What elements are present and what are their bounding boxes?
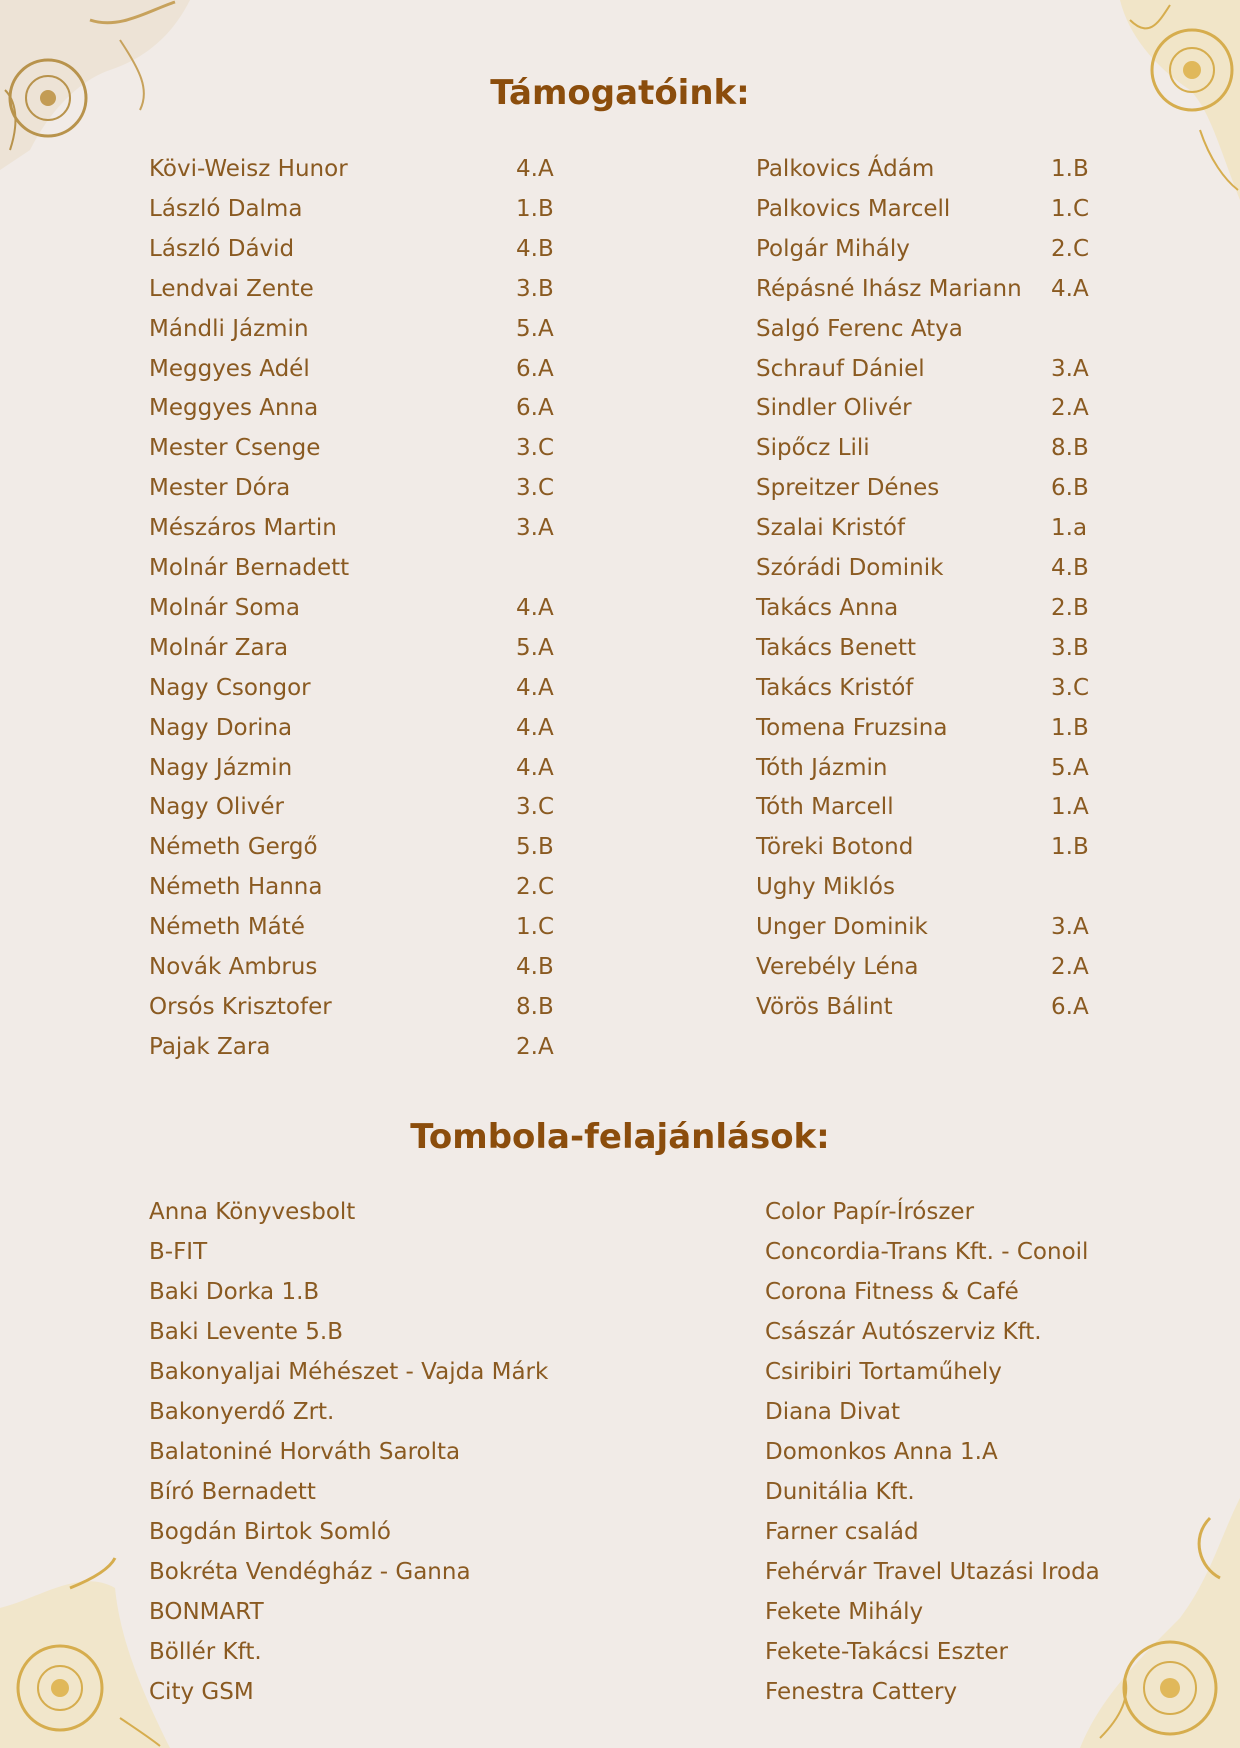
supporter-row: [756, 428, 1146, 468]
supporter-name: Takács Benett: [756, 634, 916, 661]
raffle-item: Böllér Kft.: [149, 1639, 262, 1665]
supporter-name: Palkovics Marcell: [756, 195, 951, 222]
supporter-row: [149, 827, 569, 867]
raffle-item: Bokréta Vendégház - Ganna: [149, 1559, 471, 1585]
supporter-class: 1.C: [1051, 195, 1090, 222]
supporter-name: Orsós Krisztofer: [149, 993, 332, 1020]
supporter-class: 1.B: [1051, 714, 1089, 741]
raffle-item: Farner család: [765, 1519, 919, 1545]
supporter-row: [756, 508, 1146, 548]
supporter-class: 2.A: [516, 1033, 554, 1060]
supporter-class: 3.C: [1051, 674, 1090, 701]
supporter-row: [149, 309, 569, 349]
raffle-item: Fehérvár Travel Utazási Iroda: [765, 1559, 1100, 1585]
supporter-row: [756, 269, 1146, 309]
raffle-item: Diana Divat: [765, 1399, 901, 1425]
supporter-name: Lendvai Zente: [149, 275, 314, 302]
supporter-name: Mészáros Martin: [149, 515, 337, 542]
supporter-class: 4.A: [1051, 275, 1089, 302]
supporter-name: Palkovics Ádám: [756, 156, 935, 182]
supporter-name: Szórádi Dominik: [756, 555, 944, 581]
supporter-row: [756, 468, 1146, 508]
raffle-item: Dunitália Kft.: [765, 1479, 915, 1505]
supporter-class: 1.A: [1051, 794, 1089, 821]
supporter-name: Répásné Ihász Mariann: [756, 275, 1022, 302]
supporter-name: Polgár Mihály: [756, 235, 910, 262]
supporter-class: 2.B: [1051, 594, 1089, 621]
supporter-class: 3.B: [516, 275, 554, 302]
supporter-class: 2.C: [1051, 235, 1090, 262]
supporter-row: [756, 628, 1146, 668]
supporter-name: Németh Gergő: [149, 834, 318, 861]
supporter-class: 1.B: [1051, 834, 1089, 861]
supporters-title: Támogatóink:: [490, 73, 750, 113]
supporter-row: [149, 269, 569, 309]
supporter-name: Nagy Olivér: [149, 794, 284, 821]
supporter-row: [149, 388, 569, 428]
supporter-class: 3.C: [516, 475, 555, 502]
supporter-class: 3.C: [516, 435, 555, 462]
supporter-class: 5.A: [516, 315, 554, 342]
raffle-item: Balatoniné Horváth Sarolta: [149, 1439, 461, 1465]
supporter-class: 5.B: [516, 834, 554, 861]
supporter-class: 1.B: [1051, 156, 1089, 182]
supporter-name: Takács Anna: [756, 594, 899, 621]
lace-flower-ornament-bottom-left: [0, 1548, 170, 1748]
supporter-name: Sipőcz Lili: [756, 435, 870, 462]
supporter-row: [149, 508, 569, 548]
supporter-row: [756, 588, 1146, 628]
supporter-class: 2.A: [1051, 954, 1089, 980]
supporter-class: 4.A: [516, 714, 554, 741]
supporter-class: 4.A: [516, 754, 554, 781]
supporter-name: Novák Ambrus: [149, 954, 318, 980]
supporter-name: Takács Kristóf: [756, 674, 914, 701]
supporter-name: Nagy Jázmin: [149, 754, 293, 781]
supporter-row: [149, 229, 569, 269]
supporter-class: 6.A: [516, 395, 554, 422]
supporter-name: Molnár Bernadett: [149, 555, 350, 581]
supporter-class: 4.A: [516, 594, 554, 621]
supporter-name: Mester Csenge: [149, 435, 321, 462]
supporters-list-left: [149, 149, 569, 1069]
supporter-row: [149, 588, 569, 628]
supporter-row: [756, 668, 1146, 708]
supporter-row: [756, 748, 1146, 788]
raffle-item: Color Papír-Írószer: [765, 1199, 975, 1225]
supporter-row: [756, 987, 1146, 1027]
supporter-class: 8.B: [1051, 435, 1089, 462]
supporter-name: Töreki Botond: [756, 834, 914, 861]
supporter-row: [149, 548, 569, 588]
supporter-class: 1.C: [516, 914, 555, 941]
supporter-row: [149, 189, 569, 229]
raffle-item: City GSM: [149, 1679, 254, 1705]
raffle-item: Baki Dorka 1.B: [149, 1279, 320, 1305]
supporter-row: [756, 827, 1146, 867]
supporter-name: Verebély Léna: [756, 954, 919, 980]
supporter-row: [149, 907, 569, 947]
supporter-name: Salgó Ferenc Atya: [756, 315, 963, 342]
supporter-class: 6.A: [516, 355, 554, 382]
raffle-item: Bíró Bernadett: [149, 1479, 316, 1505]
supporter-name: Schrauf Dániel: [756, 355, 925, 382]
supporter-class: 4.A: [516, 156, 554, 182]
supporter-name: Vörös Bálint: [756, 993, 893, 1020]
raffle-item: Anna Könyvesbolt: [149, 1199, 356, 1225]
supporter-class: 4.B: [1051, 555, 1089, 581]
raffle-list-right: [765, 1192, 1165, 1712]
supporter-row: [756, 229, 1146, 269]
raffle-item: Császár Autószerviz Kft.: [765, 1319, 1042, 1345]
raffle-item: Domonkos Anna 1.A: [765, 1439, 998, 1465]
supporter-row: [149, 149, 569, 189]
raffle-item: B-FIT: [149, 1239, 208, 1265]
supporter-row: [149, 748, 569, 788]
raffle-item: Fenestra Cattery: [765, 1679, 958, 1705]
supporter-class: 3.A: [1051, 914, 1089, 941]
supporter-row: [756, 349, 1146, 389]
raffle-item: Fekete Mihály: [765, 1599, 924, 1625]
supporter-row: [756, 189, 1146, 229]
supporter-row: [756, 708, 1146, 748]
raffle-item: Baki Levente 5.B: [149, 1319, 343, 1345]
supporter-name: Mester Dóra: [149, 475, 291, 502]
raffle-item: Bogdán Birtok Somló: [149, 1519, 391, 1545]
raffle-item: Concordia-Trans Kft. - Conoil: [765, 1239, 1089, 1265]
supporter-name: Nagy Csongor: [149, 674, 311, 701]
supporter-name: Sindler Olivér: [756, 395, 912, 422]
supporter-name: Németh Hanna: [149, 874, 323, 901]
supporter-row: [149, 428, 569, 468]
raffle-item: Csiribiri Tortaműhely: [765, 1359, 1002, 1385]
supporter-row: [756, 787, 1146, 827]
supporter-row: [149, 787, 569, 827]
supporter-name: Tomena Fruzsina: [756, 714, 948, 741]
supporter-row: [149, 708, 569, 748]
supporter-class: 4.B: [516, 235, 554, 262]
supporter-class: 1.a: [1051, 515, 1088, 542]
supporter-class: 3.A: [516, 515, 554, 542]
supporter-class: 5.A: [516, 634, 554, 661]
supporter-row: [149, 1027, 569, 1067]
supporter-name: Spreitzer Dénes: [756, 475, 940, 502]
supporter-name: Nagy Dorina: [149, 714, 293, 741]
supporter-name: Pajak Zara: [149, 1033, 271, 1060]
supporter-row: [149, 349, 569, 389]
supporter-row: [756, 907, 1146, 947]
supporter-name: Molnár Zara: [149, 634, 289, 661]
supporter-name: Meggyes Adél: [149, 355, 310, 382]
supporter-name: Kövi-Weisz Hunor: [149, 156, 348, 182]
raffle-item: Bakonyerdő Zrt.: [149, 1399, 335, 1425]
supporter-class: 4.A: [516, 674, 554, 701]
supporter-class: 3.A: [1051, 355, 1089, 382]
supporter-row: [149, 468, 569, 508]
supporter-name: Németh Máté: [149, 914, 305, 941]
supporter-class: 5.A: [1051, 754, 1089, 781]
supporter-row: [756, 947, 1146, 987]
supporter-row: [756, 548, 1146, 588]
supporter-row: [149, 947, 569, 987]
supporter-class: 8.B: [516, 993, 554, 1020]
supporter-row: [756, 867, 1146, 907]
supporter-name: Unger Dominik: [756, 914, 928, 941]
supporter-name: Meggyes Anna: [149, 395, 319, 422]
supporter-name: Molnár Soma: [149, 594, 300, 621]
supporter-class: 3.B: [1051, 634, 1089, 661]
supporter-class: 1.B: [516, 195, 554, 222]
supporters-list-right: [756, 149, 1146, 1029]
supporter-class: 6.B: [1051, 475, 1089, 502]
supporter-row: [149, 867, 569, 907]
supporter-name: László Dávid: [149, 235, 295, 262]
raffle-item: Fekete-Takácsi Eszter: [765, 1639, 1009, 1665]
raffle-list-left: [149, 1192, 709, 1712]
supporter-class: 2.C: [516, 874, 555, 901]
supporter-name: Tóth Marcell: [756, 794, 894, 821]
raffle-item: BONMART: [149, 1599, 264, 1625]
raffle-item: Bakonyaljai Méhészet - Vajda Márk: [149, 1359, 549, 1385]
supporter-row: [149, 987, 569, 1027]
supporter-name: Szalai Kristóf: [756, 515, 906, 542]
supporter-row: [756, 388, 1146, 428]
supporter-name: Mándli Jázmin: [149, 315, 309, 342]
supporter-class: 2.A: [1051, 395, 1089, 422]
supporter-name: Ughy Miklós: [756, 874, 895, 901]
supporter-row: [756, 309, 1146, 349]
raffle-title: Tombola-felajánlások:: [410, 1117, 830, 1157]
supporter-row: [756, 149, 1146, 189]
supporter-class: 3.C: [516, 794, 555, 821]
supporter-name: Tóth Jázmin: [756, 754, 888, 781]
raffle-item: Corona Fitness & Café: [765, 1279, 1019, 1305]
supporter-name: László Dalma: [149, 195, 303, 222]
supporter-class: 4.B: [516, 954, 554, 980]
supporter-row: [149, 668, 569, 708]
supporter-class: 6.A: [1051, 993, 1089, 1020]
supporter-row: [149, 628, 569, 668]
